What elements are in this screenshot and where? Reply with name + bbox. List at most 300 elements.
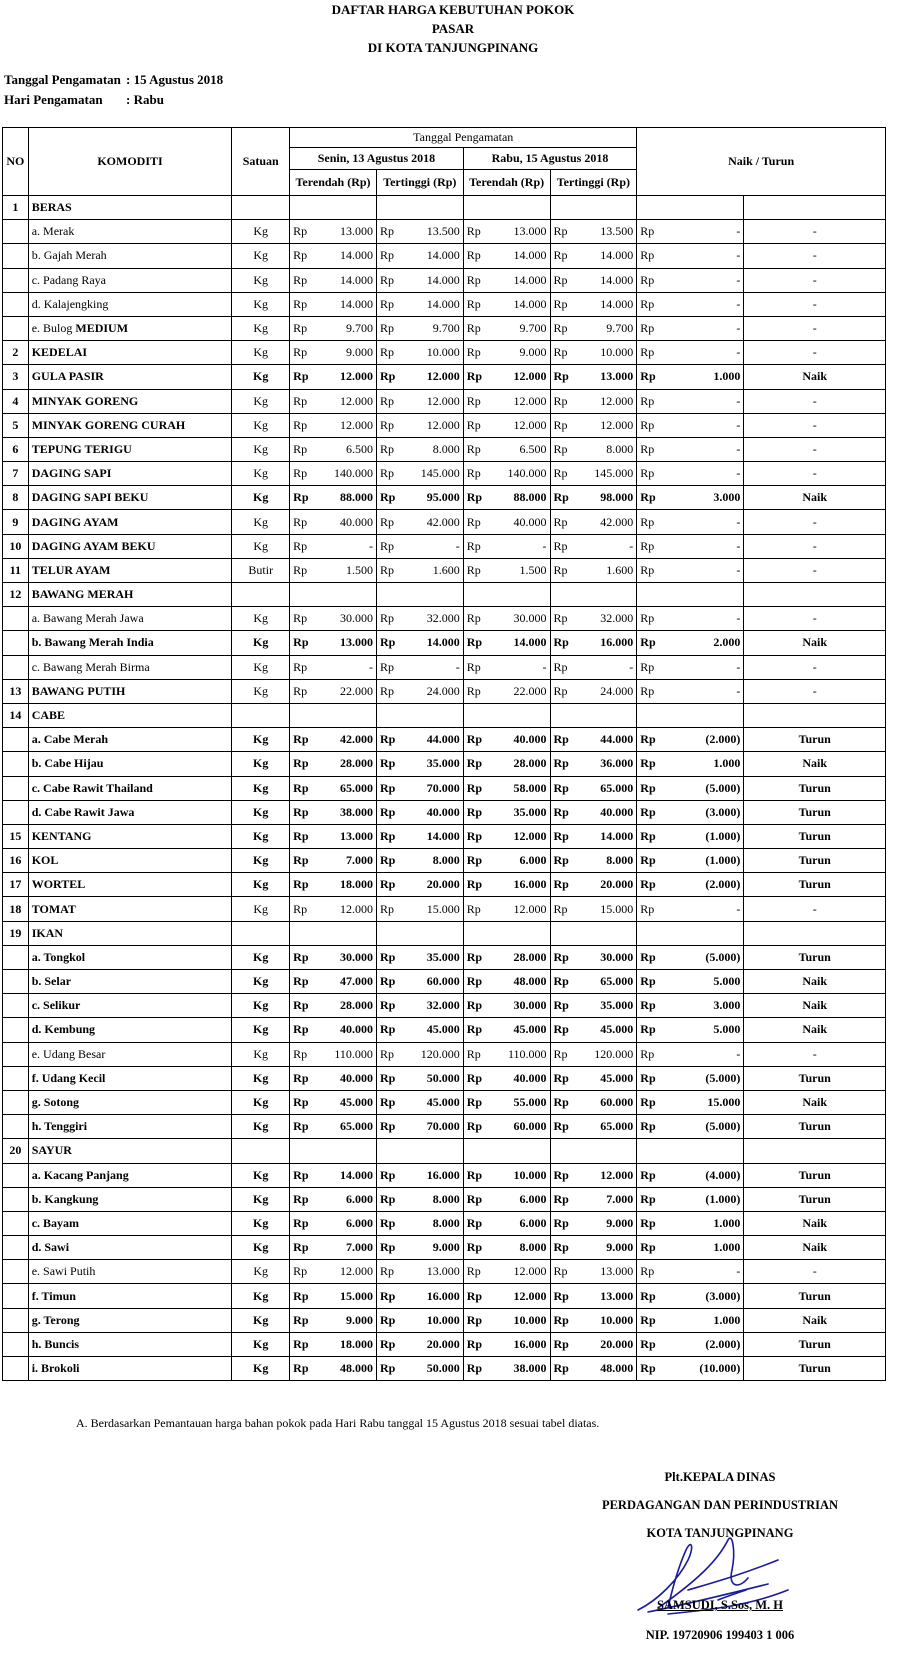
currency-label: Rp — [637, 268, 661, 292]
status-label: Naik — [744, 1018, 886, 1042]
commodity-name: e. Udang Besar — [28, 1042, 232, 1066]
status-label: - — [744, 897, 886, 921]
status-label: - — [744, 292, 886, 316]
mon-low-price: 28.000 — [313, 752, 376, 776]
status-label: - — [744, 437, 886, 461]
currency-label: Rp — [290, 1018, 314, 1042]
currency-label: Rp — [290, 1115, 314, 1139]
currency-label: Rp — [463, 824, 487, 848]
row-number — [3, 1115, 29, 1139]
commodity-name-emphasis: MEDIUM — [75, 321, 129, 336]
currency-label: Rp — [376, 1236, 400, 1260]
mon-low-price: 110.000 — [313, 1042, 376, 1066]
mon-low-price: 38.000 — [313, 800, 376, 824]
currency-label: Rp — [463, 1284, 487, 1308]
currency-label: Rp — [637, 316, 661, 340]
commodity-name-part: e. Bulog — [31, 321, 76, 336]
currency-label: Rp — [376, 1260, 400, 1284]
mon-low-price: 12.000 — [313, 897, 376, 921]
empty-cell — [400, 196, 463, 220]
currency-label: Rp — [290, 873, 314, 897]
price-change: - — [660, 462, 744, 486]
commodity-name: a. Tongkol — [28, 945, 232, 969]
currency-label: Rp — [550, 1211, 574, 1235]
currency-label: Rp — [637, 655, 661, 679]
currency-label: Rp — [550, 365, 574, 389]
empty-cell — [550, 196, 574, 220]
currency-label: Rp — [376, 316, 400, 340]
price-change: - — [660, 607, 744, 631]
currency-label: Rp — [376, 244, 400, 268]
currency-label: Rp — [290, 1308, 314, 1332]
mon-low-price: 14.000 — [313, 268, 376, 292]
currency-label: Rp — [290, 1090, 314, 1114]
commodity-name: g. Sotong — [28, 1090, 232, 1114]
currency-label: Rp — [463, 776, 487, 800]
table-row — [3, 800, 886, 824]
currency-label: Rp — [550, 462, 574, 486]
table-row — [3, 970, 886, 994]
table-row — [3, 631, 886, 655]
currency-label: Rp — [550, 776, 574, 800]
currency-label: Rp — [637, 1308, 661, 1332]
table-row — [3, 849, 886, 873]
wed-high-price: 13.000 — [574, 1260, 637, 1284]
doc-title-line1: DAFTAR HARGA KEBUTUHAN POKOK — [331, 2, 575, 17]
mon-low-price: 45.000 — [313, 1090, 376, 1114]
currency-label: Rp — [550, 945, 574, 969]
empty-cell — [376, 703, 400, 727]
currency-label: Rp — [290, 389, 314, 413]
empty-cell — [232, 1139, 290, 1163]
price-change: - — [660, 558, 744, 582]
currency-label: Rp — [550, 268, 574, 292]
currency-label: Rp — [463, 970, 487, 994]
commodity-name: i. Brokoli — [28, 1357, 232, 1381]
currency-label: Rp — [637, 365, 661, 389]
currency-label: Rp — [290, 244, 314, 268]
observation-day — [4, 92, 164, 108]
unit: Kg — [232, 776, 290, 800]
status-label: Turun — [744, 800, 886, 824]
empty-cell — [400, 1139, 463, 1163]
status-label: Turun — [744, 1284, 886, 1308]
mon-high-price: 24.000 — [400, 679, 463, 703]
wed-low-price: 140.000 — [487, 462, 550, 486]
unit: Kg — [232, 728, 290, 752]
wed-low-price: 13.000 — [487, 220, 550, 244]
unit: Kg — [232, 316, 290, 340]
row-number — [3, 1090, 29, 1114]
mon-low-price: 15.000 — [313, 1284, 376, 1308]
price-change: 2.000 — [660, 631, 744, 655]
wed-low-price: 110.000 — [487, 1042, 550, 1066]
wed-low-price: 1.500 — [487, 558, 550, 582]
commodity-name: MINYAK GORENG CURAH — [28, 413, 232, 437]
mon-low-price: 140.000 — [313, 462, 376, 486]
currency-label: Rp — [376, 1115, 400, 1139]
price-change: - — [660, 534, 744, 558]
price-change: 3.000 — [660, 486, 744, 510]
currency-label: Rp — [376, 679, 400, 703]
table-row — [3, 1357, 886, 1381]
currency-label: Rp — [463, 1260, 487, 1284]
currency-label: Rp — [463, 558, 487, 582]
currency-label: Rp — [463, 1187, 487, 1211]
col-header-komoditi: KOMODITI — [28, 128, 232, 196]
price-change: 1.000 — [660, 1211, 744, 1235]
table-row — [3, 1066, 886, 1090]
unit: Kg — [232, 1211, 290, 1235]
mon-low-price: 13.000 — [313, 824, 376, 848]
wed-low-price: 28.000 — [487, 752, 550, 776]
currency-label: Rp — [550, 1284, 574, 1308]
wed-low-price: 58.000 — [487, 776, 550, 800]
price-change: - — [660, 679, 744, 703]
mon-low-price: 12.000 — [313, 389, 376, 413]
mon-low-price: 12.000 — [313, 365, 376, 389]
wed-low-price: 12.000 — [487, 1284, 550, 1308]
status-label: - — [744, 341, 886, 365]
row-number — [3, 1066, 29, 1090]
unit: Kg — [232, 1308, 290, 1332]
mon-high-price: 8.000 — [400, 1211, 463, 1235]
wed-high-price: 48.000 — [574, 1357, 637, 1381]
price-change: (1.000) — [660, 824, 744, 848]
unit: Kg — [232, 607, 290, 631]
status-label: Turun — [744, 1357, 886, 1381]
mon-high-price: 45.000 — [400, 1090, 463, 1114]
doc-title-line2: PASAR — [431, 21, 475, 36]
empty-cell — [463, 1139, 487, 1163]
table-row — [3, 1236, 886, 1260]
row-number — [3, 752, 29, 776]
currency-label: Rp — [550, 437, 574, 461]
mon-low-price: 12.000 — [313, 413, 376, 437]
unit: Kg — [232, 413, 290, 437]
price-change: 5.000 — [660, 970, 744, 994]
col-header-date1: Senin, 13 Agustus 2018 — [290, 148, 464, 170]
commodity-name: d. Sawi — [28, 1236, 232, 1260]
table-row — [3, 1115, 886, 1139]
footnote: A. Berdasarkan Pemantauan harga bahan pokok pada Hari Rabu tanggal 15 Agustus 2018 sesuai tabel diatas. — [76, 1416, 600, 1430]
currency-label: Rp — [376, 1163, 400, 1187]
commodity-name: h. Tenggiri — [28, 1115, 232, 1139]
mon-high-price: 20.000 — [400, 873, 463, 897]
commodity-name: c. Bayam — [28, 1211, 232, 1235]
row-number — [3, 220, 29, 244]
empty-cell — [744, 1139, 886, 1163]
mon-low-price: 6.000 — [313, 1187, 376, 1211]
currency-label: Rp — [463, 292, 487, 316]
currency-label: Rp — [463, 873, 487, 897]
table-row — [3, 486, 886, 510]
currency-label: Rp — [550, 1187, 574, 1211]
currency-label: Rp — [637, 679, 661, 703]
currency-label: Rp — [290, 1332, 314, 1356]
currency-label: Rp — [290, 1042, 314, 1066]
row-number: 10 — [3, 534, 29, 558]
currency-label: Rp — [637, 1163, 661, 1187]
unit: Kg — [232, 1042, 290, 1066]
currency-label: Rp — [637, 970, 661, 994]
unit: Kg — [232, 1163, 290, 1187]
price-change: (10.000) — [660, 1357, 744, 1381]
currency-label: Rp — [463, 413, 487, 437]
table-row — [3, 268, 886, 292]
price-change: - — [660, 897, 744, 921]
category-name: IKAN — [28, 921, 232, 945]
currency-label: Rp — [463, 1090, 487, 1114]
currency-label: Rp — [376, 655, 400, 679]
category-row — [3, 703, 886, 727]
wed-high-price: 42.000 — [574, 510, 637, 534]
currency-label: Rp — [637, 776, 661, 800]
wed-low-price: 30.000 — [487, 607, 550, 631]
status-label: Turun — [744, 824, 886, 848]
empty-cell — [232, 196, 290, 220]
unit: Kg — [232, 752, 290, 776]
wed-low-price: 6.000 — [487, 1187, 550, 1211]
unit: Kg — [232, 1260, 290, 1284]
currency-label: Rp — [550, 1163, 574, 1187]
row-number — [3, 1236, 29, 1260]
currency-label: Rp — [376, 341, 400, 365]
price-table-body — [3, 196, 886, 1381]
col-header-no: NO — [3, 128, 29, 196]
commodity-name: e. Sawi Putih — [28, 1260, 232, 1284]
wed-high-price: 8.000 — [574, 437, 637, 461]
currency-label: Rp — [376, 849, 400, 873]
currency-label: Rp — [637, 341, 661, 365]
mon-high-price: 14.000 — [400, 244, 463, 268]
row-number: 4 — [3, 389, 29, 413]
row-number: 6 — [3, 437, 29, 461]
wed-low-price: 16.000 — [487, 1332, 550, 1356]
price-change: (2.000) — [660, 1332, 744, 1356]
unit: Kg — [232, 970, 290, 994]
wed-low-price: 12.000 — [487, 413, 550, 437]
wed-high-price: 44.000 — [574, 728, 637, 752]
wed-low-price: 9.000 — [487, 341, 550, 365]
table-row — [3, 292, 886, 316]
wed-low-price: 12.000 — [487, 389, 550, 413]
row-number: 19 — [3, 921, 29, 945]
currency-label: Rp — [463, 1308, 487, 1332]
signatory-name-text: SAMSUDI, S.Sos, M. H — [656, 1598, 784, 1612]
empty-cell — [290, 703, 314, 727]
wed-high-price: 98.000 — [574, 486, 637, 510]
currency-label: Rp — [290, 970, 314, 994]
mon-low-price: 30.000 — [313, 945, 376, 969]
currency-label: Rp — [463, 510, 487, 534]
status-label: - — [744, 244, 886, 268]
currency-label: Rp — [463, 341, 487, 365]
wed-low-price: 14.000 — [487, 244, 550, 268]
table-row — [3, 244, 886, 268]
doc-title-line3: DI KOTA TANJUNGPINANG — [367, 40, 539, 55]
price-change: - — [660, 437, 744, 461]
currency-label: Rp — [290, 558, 314, 582]
price-change: - — [660, 1260, 744, 1284]
empty-cell — [313, 921, 376, 945]
currency-label: Rp — [637, 994, 661, 1018]
mon-low-price: 7.000 — [313, 1236, 376, 1260]
empty-cell — [376, 921, 400, 945]
unit: Kg — [232, 437, 290, 461]
status-label: - — [744, 679, 886, 703]
row-number — [3, 1332, 29, 1356]
empty-cell — [376, 196, 400, 220]
commodity-name: c. Selikur — [28, 994, 232, 1018]
mon-high-price: 8.000 — [400, 437, 463, 461]
table-row — [3, 728, 886, 752]
commodity-name: BAWANG PUTIH — [28, 679, 232, 703]
mon-low-price: 1.500 — [313, 558, 376, 582]
wed-high-price: - — [574, 655, 637, 679]
wed-high-price: 8.000 — [574, 849, 637, 873]
unit: Kg — [232, 1357, 290, 1381]
mon-low-price: 48.000 — [313, 1357, 376, 1381]
currency-label: Rp — [290, 1187, 314, 1211]
wed-high-price: 10.000 — [574, 1308, 637, 1332]
price-change: - — [660, 655, 744, 679]
commodity-name: a. Bawang Merah Jawa — [28, 607, 232, 631]
table-row — [3, 437, 886, 461]
currency-label: Rp — [463, 897, 487, 921]
price-change: 1.000 — [660, 1236, 744, 1260]
unit: Kg — [232, 486, 290, 510]
status-label: - — [744, 389, 886, 413]
currency-label: Rp — [463, 486, 487, 510]
currency-label: Rp — [463, 679, 487, 703]
mon-high-price: 12.000 — [400, 413, 463, 437]
mon-high-price: 13.500 — [400, 220, 463, 244]
mon-high-price: 16.000 — [400, 1284, 463, 1308]
empty-cell — [744, 583, 886, 607]
signatory-nip: NIP. 19720906 199403 1 006 — [645, 1628, 795, 1642]
unit: Kg — [232, 220, 290, 244]
wed-high-price: 12.000 — [574, 413, 637, 437]
price-change: (3.000) — [660, 1284, 744, 1308]
currency-label: Rp — [376, 994, 400, 1018]
unit: Kg — [232, 292, 290, 316]
wed-low-price: 14.000 — [487, 292, 550, 316]
wed-high-price: 145.000 — [574, 462, 637, 486]
mon-high-price: 20.000 — [400, 1332, 463, 1356]
row-number — [3, 1163, 29, 1187]
unit: Kg — [232, 341, 290, 365]
wed-low-price: 40.000 — [487, 728, 550, 752]
wed-high-price: 15.000 — [574, 897, 637, 921]
signatory-title: Plt.KEPALA DINAS — [664, 1470, 776, 1484]
price-change: (4.000) — [660, 1163, 744, 1187]
status-label: - — [744, 534, 886, 558]
currency-label: Rp — [463, 1357, 487, 1381]
currency-label: Rp — [463, 462, 487, 486]
table-row — [3, 1308, 886, 1332]
empty-cell — [574, 703, 637, 727]
currency-label: Rp — [637, 1260, 661, 1284]
currency-label: Rp — [550, 1042, 574, 1066]
commodity-name: DAGING SAPI BEKU — [28, 486, 232, 510]
wed-high-price: 9.700 — [574, 316, 637, 340]
unit: Kg — [232, 1115, 290, 1139]
table-row — [3, 1187, 886, 1211]
currency-label: Rp — [550, 1357, 574, 1381]
currency-label: Rp — [550, 534, 574, 558]
currency-label: Rp — [463, 1066, 487, 1090]
currency-label: Rp — [290, 510, 314, 534]
currency-label: Rp — [637, 800, 661, 824]
wed-low-price: 48.000 — [487, 970, 550, 994]
price-change: (5.000) — [660, 945, 744, 969]
currency-label: Rp — [376, 800, 400, 824]
empty-cell — [232, 583, 290, 607]
observation-date-label: Tanggal Pengamatan — [4, 72, 121, 87]
currency-label: Rp — [550, 897, 574, 921]
currency-label: Rp — [637, 1115, 661, 1139]
currency-label: Rp — [376, 631, 400, 655]
mon-low-price: 9.700 — [313, 316, 376, 340]
price-change: - — [660, 510, 744, 534]
wed-low-price: 8.000 — [487, 1236, 550, 1260]
empty-cell — [744, 196, 886, 220]
mon-low-price: - — [313, 655, 376, 679]
row-number: 8 — [3, 486, 29, 510]
empty-cell — [487, 703, 550, 727]
currency-label: Rp — [637, 486, 661, 510]
price-change: - — [660, 389, 744, 413]
wed-high-price: 14.000 — [574, 244, 637, 268]
unit: Kg — [232, 897, 290, 921]
mon-low-price: 7.000 — [313, 849, 376, 873]
row-number: 17 — [3, 873, 29, 897]
currency-label: Rp — [463, 1018, 487, 1042]
empty-cell — [400, 921, 463, 945]
wed-low-price: 88.000 — [487, 486, 550, 510]
status-label: Naik — [744, 486, 886, 510]
unit: Kg — [232, 510, 290, 534]
status-label: Turun — [744, 1115, 886, 1139]
currency-label: Rp — [637, 413, 661, 437]
price-change: 3.000 — [660, 994, 744, 1018]
mon-high-price: 70.000 — [400, 776, 463, 800]
currency-label: Rp — [550, 1090, 574, 1114]
mon-low-price: 9.000 — [313, 341, 376, 365]
unit: Kg — [232, 800, 290, 824]
category-row — [3, 921, 886, 945]
commodity-name: WORTEL — [28, 873, 232, 897]
currency-label: Rp — [463, 1332, 487, 1356]
table-row — [3, 1163, 886, 1187]
commodity-name: GULA PASIR — [28, 365, 232, 389]
status-label: Naik — [744, 1308, 886, 1332]
currency-label: Rp — [376, 486, 400, 510]
mon-high-price: 12.000 — [400, 389, 463, 413]
table-row — [3, 1332, 886, 1356]
empty-cell — [290, 921, 314, 945]
table-row — [3, 1260, 886, 1284]
currency-label: Rp — [290, 897, 314, 921]
commodity-name: c. Bawang Merah Birma — [28, 655, 232, 679]
unit: Kg — [232, 824, 290, 848]
currency-label: Rp — [550, 1066, 574, 1090]
wed-high-price: 10.000 — [574, 341, 637, 365]
status-label: Turun — [744, 873, 886, 897]
currency-label: Rp — [376, 292, 400, 316]
empty-cell — [400, 583, 463, 607]
